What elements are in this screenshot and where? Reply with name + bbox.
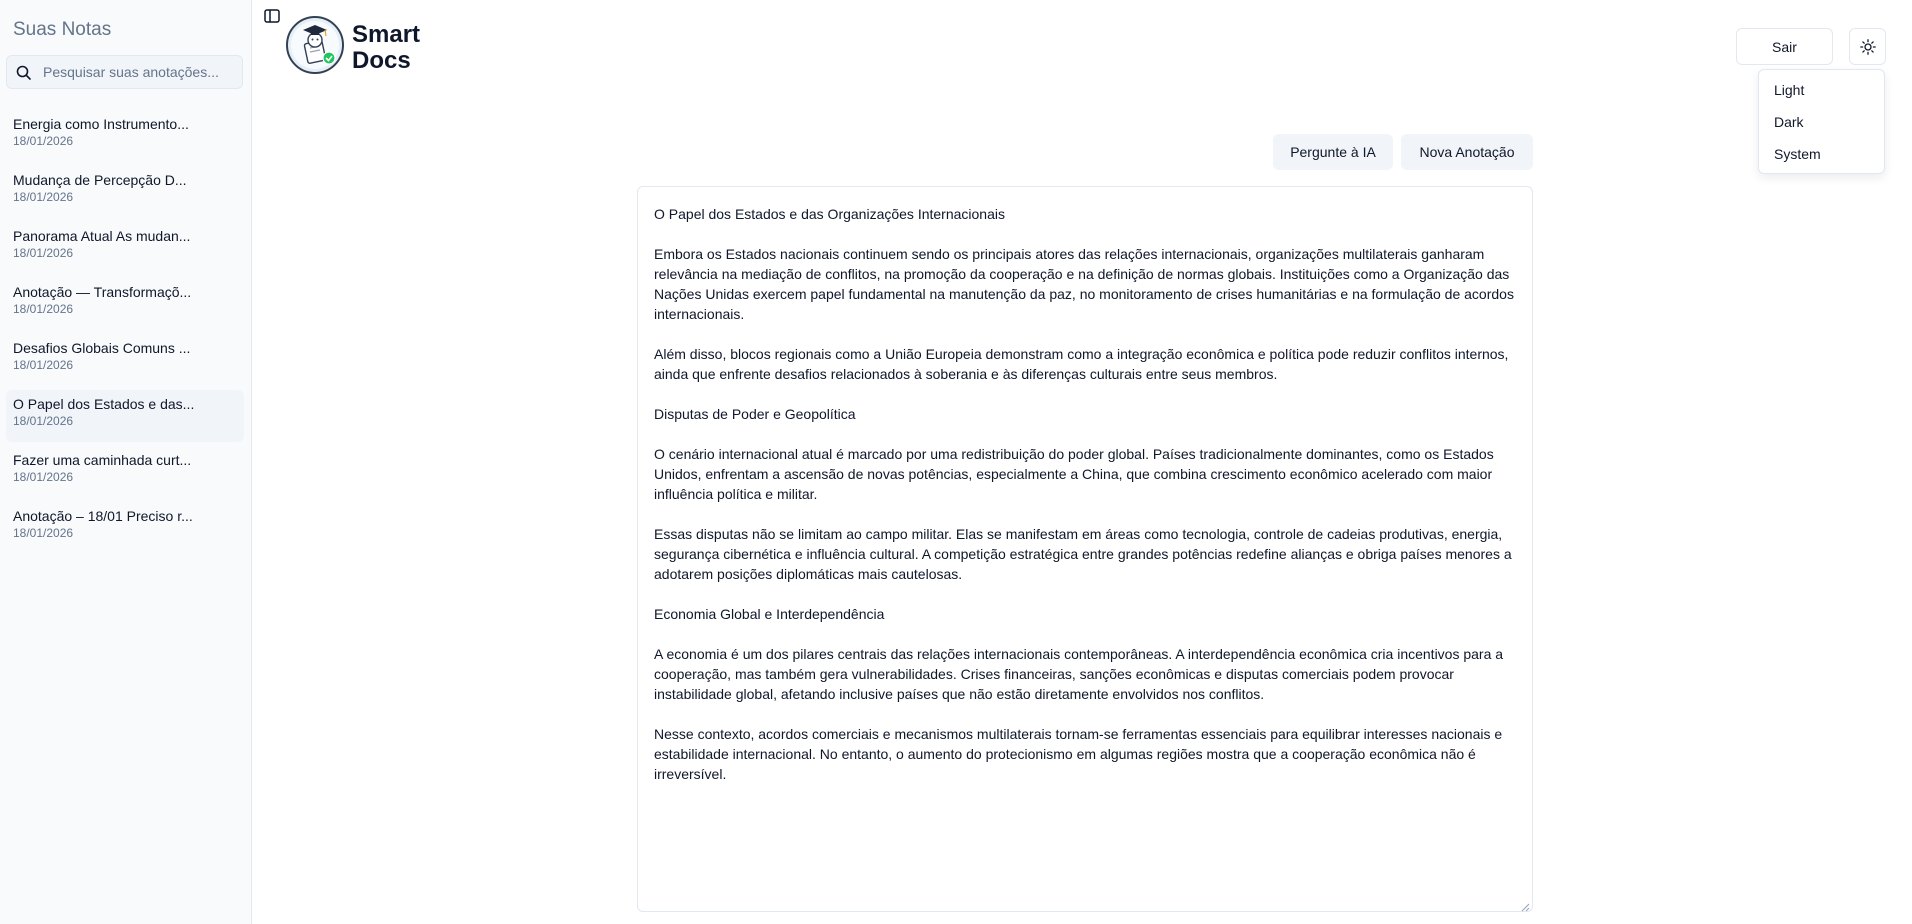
note-date: 18/01/2026 (13, 470, 74, 484)
note-list-item[interactable] (6, 110, 244, 162)
note-title: Mudança de Percepção D... (13, 172, 187, 188)
theme-option-light[interactable]: Light (1774, 82, 1805, 98)
theme-option-system[interactable]: System (1774, 146, 1821, 162)
theme-menu (1758, 69, 1885, 174)
note-title: Anotação – 18/01 Preciso r... (13, 508, 193, 524)
note-editor[interactable] (637, 186, 1533, 912)
search-icon (15, 64, 33, 82)
note-title: Desafios Globais Comuns ... (13, 340, 191, 356)
theme-toggle-button[interactable] (1849, 28, 1886, 65)
note-date: 18/01/2026 (13, 358, 74, 372)
sun-icon (1860, 39, 1876, 55)
smart-docs-logo (286, 16, 344, 74)
note-title: Anotação — Transformaçõ... (13, 284, 192, 300)
note-list-item[interactable] (6, 390, 244, 442)
note-date: 18/01/2026 (13, 414, 74, 428)
note-list-item[interactable] (6, 334, 244, 386)
note-title: Panorama Atual As mudan... (13, 228, 191, 244)
resize-handle-icon[interactable] (1520, 899, 1530, 909)
note-date: 18/01/2026 (13, 190, 74, 204)
note-content[interactable]: O Papel dos Estados e das Organizações Internacionais Embora os Estados nacionais continuem sendo os principais atores das relações internacionais, organizações multilaterais ganharam relevância na mediação de conflitos, na promoção da cooperação e na definição de normas globais. Instituições como a Organização das Nações Unidas exercem papel fundamental na manutenção da paz, no monitoramento de crises humanitárias e na formulação de acordos internacionais. Além disso, blocos regionais como a União Europeia demonstram como a integração econômica e política pode reduzir conflitos internos, ainda que enfrente desafios relacionados à soberania e às diferenças culturais entre seus membros. Disputas de Poder e Geopolítica O cenário internacional atual é marcado por uma redistribuição do poder global. Países tradicionalmente dominantes, como os Estados Unidos, enfrentam a ascensão de novas potências, especialmente a China, que combina crescimento econômico acelerado com maior influência política e militar. Essas disputas não se limitam ao campo militar. Elas se manifestam em áreas como tecnologia, controle de cadeias produtivas, energia, segurança cibernética e influência cultural. A competição estratégica entre grandes potências redefine alianças e obriga países menores a adotarem posições diplomáticas mais cautelosas. Economia Global e Interdependência A economia é um dos pilares centrais das relações internacionais contemporâneas. A interdependência econômica cria incentivos para a cooperação, mas também gera vulnerabilidades. Crises financeiras, sanções econômicas e disputas comerciais podem provocar instabilidade global, afetando inclusive países que não estão diretamente envolvidos nos conflitos. Nesse contexto, acordos comerciais e mecanismos multilaterais tornam-se ferramentas essenciais para equilibrar interesses nacionais e estabilidade internacional. No entanto, o aumento do protecionismo em algumas regiões mostra que a cooperação econômica não é irreversível. (654, 206, 1514, 782)
note-list-item[interactable] (6, 278, 244, 330)
sidebar (0, 0, 252, 924)
note-title: Fazer uma caminhada curt... (13, 452, 192, 468)
sidebar-title: Suas Notas (13, 19, 112, 40)
theme-option-dark[interactable]: Dark (1774, 114, 1804, 130)
note-list-item[interactable] (6, 222, 244, 274)
sidebar-toggle-icon[interactable] (262, 6, 282, 26)
brand-line-1: Smart (352, 21, 421, 48)
note-list-item[interactable] (6, 166, 244, 218)
logout-button[interactable]: Sair (1736, 28, 1833, 65)
new-note-button[interactable]: Nova Anotação (1401, 134, 1533, 170)
search-box[interactable] (6, 55, 243, 89)
note-date: 18/01/2026 (13, 302, 74, 316)
note-date: 18/01/2026 (13, 526, 74, 540)
brand-name (352, 22, 420, 74)
search-input[interactable] (43, 56, 238, 88)
note-list-item[interactable] (6, 446, 244, 498)
note-title: Energia como Instrumento... (13, 116, 189, 132)
note-list-item[interactable] (6, 502, 244, 554)
note-date: 18/01/2026 (13, 134, 74, 148)
note-list (6, 110, 244, 558)
brand-line-2: Docs (352, 47, 411, 74)
note-title: O Papel dos Estados e das... (13, 396, 195, 412)
ask-ai-button[interactable]: Pergunte à IA (1273, 134, 1393, 170)
note-date: 18/01/2026 (13, 246, 74, 260)
